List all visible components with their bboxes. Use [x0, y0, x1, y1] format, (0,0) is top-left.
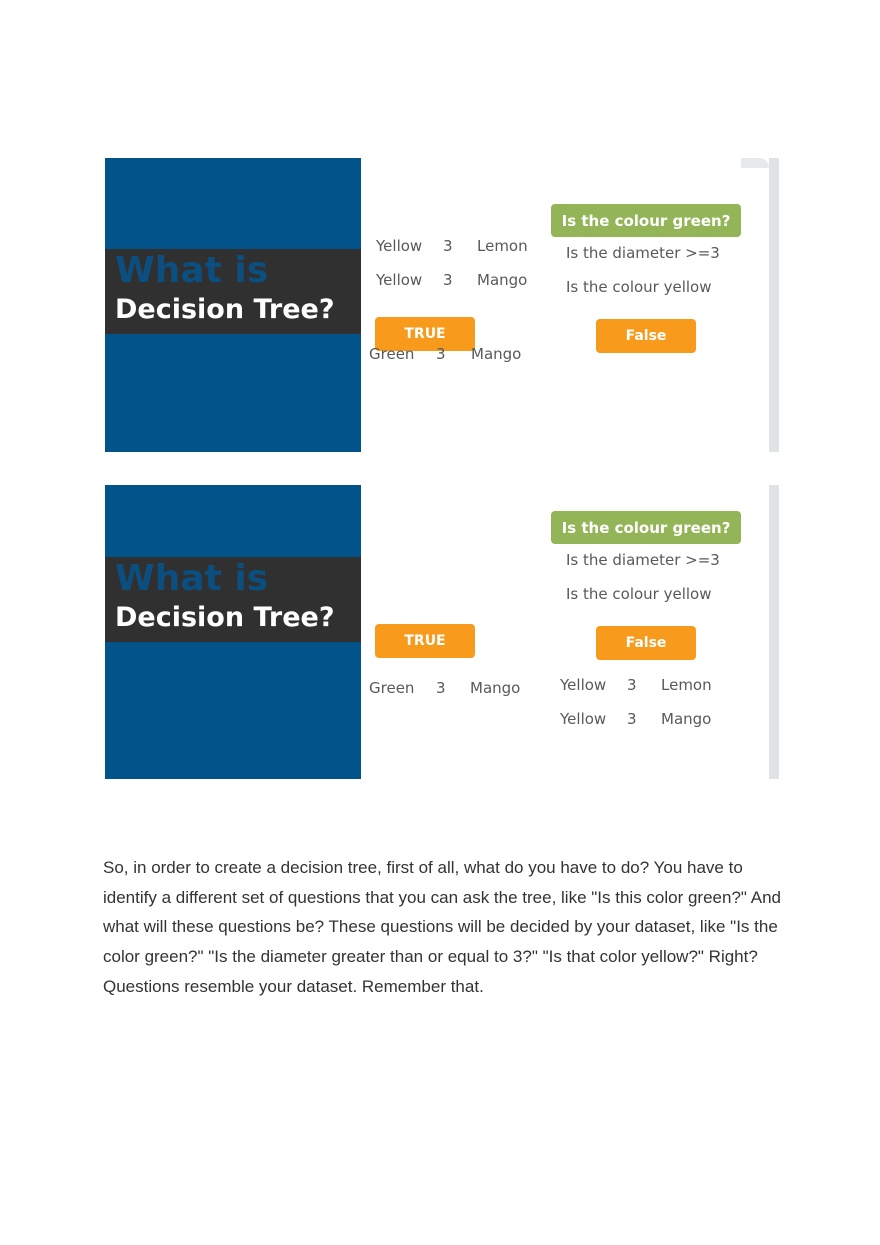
question-yellow: Is the colour yellow [566, 278, 712, 296]
question-green-box: Is the colour green? [551, 511, 741, 544]
right-edge-rule [769, 485, 779, 779]
row-diameter: 3 [627, 710, 637, 728]
row-color: Yellow [376, 237, 423, 255]
question-diameter: Is the diameter >=3 [566, 551, 720, 569]
row-diameter: 3 [627, 676, 637, 694]
false-button: False [596, 319, 696, 353]
corner-decoration [741, 158, 769, 168]
body-paragraph: So, in order to create a decision tree, first of all, what do you have to do? You have to identify a different set of questions that you can ask the tree, like "Is this color green?" And what will these questions be? These questions will be decided by your dataset, like "Is the color green?" "Is the diameter greater than or equal to 3?" "Is that color yellow?" Right? Questions resemble your dataset. Remember that. [103, 858, 781, 996]
row-color: Yellow [376, 271, 423, 289]
row-color: Yellow [560, 710, 607, 728]
slide-image-1 [105, 158, 779, 452]
row-fruit: Lemon [477, 237, 528, 255]
row-diameter: 3 [443, 237, 453, 255]
true-button: TRUE [375, 624, 475, 658]
row-diameter: 3 [436, 345, 446, 363]
row-fruit: Mango [470, 679, 521, 697]
slide-image-2 [105, 485, 779, 779]
question-yellow: Is the colour yellow [566, 585, 712, 603]
question-green-box: Is the colour green? [551, 204, 741, 237]
row-fruit: Mango [477, 271, 528, 289]
row-color: Green [369, 679, 415, 697]
row-diameter: 3 [443, 271, 453, 289]
title-band [105, 557, 361, 642]
title-decision-tree: Decision Tree? [115, 294, 335, 325]
question-diameter: Is the diameter >=3 [566, 244, 720, 262]
true-button: TRUE [375, 317, 475, 351]
row-color: Yellow [560, 676, 607, 694]
row-fruit: Lemon [661, 676, 712, 694]
title-panel [105, 158, 361, 452]
row-diameter: 3 [436, 679, 446, 697]
title-decision-tree: Decision Tree? [115, 602, 335, 633]
row-color: Green [369, 345, 415, 363]
right-edge-rule [769, 158, 779, 452]
title-what-is: What is [115, 558, 269, 599]
title-panel [105, 485, 361, 779]
title-what-is: What is [115, 250, 269, 291]
title-band [105, 249, 361, 334]
false-button: False [596, 626, 696, 660]
row-fruit: Mango [661, 710, 712, 728]
row-fruit: Mango [471, 345, 522, 363]
